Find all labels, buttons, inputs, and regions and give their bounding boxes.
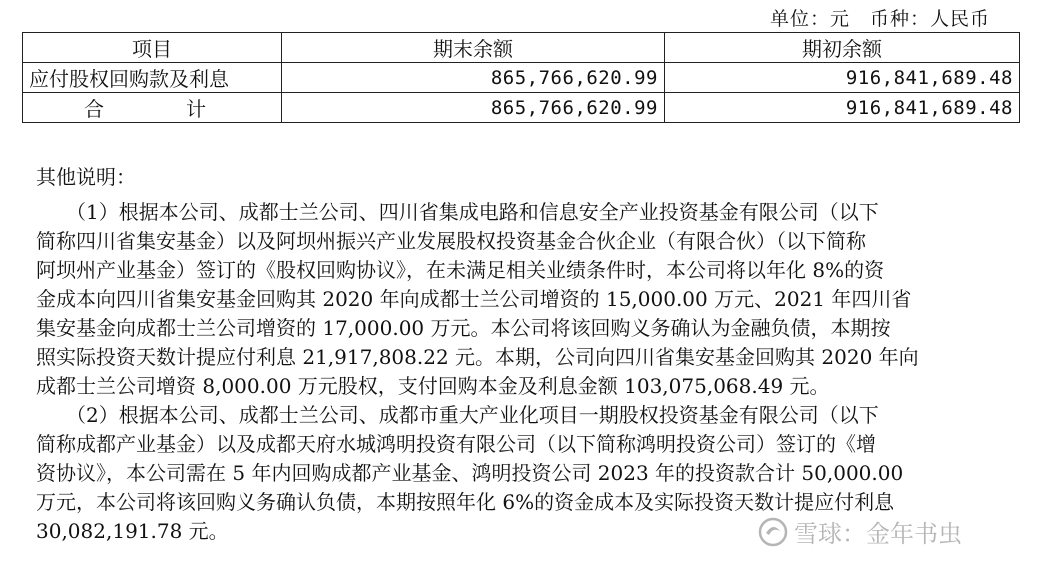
- row-end-balance: 865,766,620.99: [282, 63, 665, 93]
- balance-table: [22, 32, 1020, 123]
- column-header-item: 项目: [23, 33, 282, 63]
- snowball-logo-icon: [758, 517, 788, 547]
- total-end-balance: 865,766,620.99: [282, 93, 665, 123]
- unit-currency-line: 单位：元 币种：人民币: [770, 8, 991, 30]
- table-header-row: [23, 33, 1020, 63]
- notes-heading: 其他说明：: [36, 165, 136, 189]
- paragraph-line: 万元，本公司将该回购义务确认负债，本期按照年化 6%的资金成本及实际投资天数计提应付利息: [36, 490, 895, 514]
- paragraph-line: 成都士兰公司增资 8,000.00 万元股权，支付回购本金及利息金额 103,075,068.49 元。: [36, 374, 830, 398]
- paragraph-line: 阿坝州产业基金）签订的《股权回购协议》，在未满足相关业绩条件时，本公司将以年化 8%的资: [36, 258, 885, 282]
- other-notes: [36, 163, 1026, 546]
- column-header-begin-balance: 期初余额: [665, 33, 1020, 63]
- column-header-end-balance: 期末余额: [282, 33, 665, 63]
- row-item-label: 应付股权回购款及利息: [23, 63, 282, 93]
- total-label: 合 计: [23, 93, 282, 123]
- paragraph-line: 30,082,191.78 元。: [36, 519, 229, 543]
- row-begin-balance: 916,841,689.48: [665, 63, 1020, 93]
- total-begin-balance: 916,841,689.48: [665, 93, 1020, 123]
- watermark-text: 雪球：金年书虫: [794, 520, 962, 548]
- paragraph-line: （1）根据本公司、成都士兰公司、四川省集成电路和信息安全产业投资基金有限公司（以下: [66, 200, 879, 224]
- paragraph-line: （2）根据本公司、成都士兰公司、成都市重大产业化项目一期股权投资基金有限公司（以下: [66, 403, 879, 427]
- table-total-row: [23, 93, 1020, 123]
- paragraph-line: 金成本向四川省集安基金回购其 2020 年向成都士兰公司增资的 15,000.00 万元、2021 年四川省: [36, 287, 912, 311]
- note-paragraph-1: [36, 198, 1026, 401]
- watermark: [758, 514, 962, 549]
- paragraph-line: 集安基金向成都士兰公司增资的 17,000.00 万元。本公司将该回购义务确认为金融负债，本期按: [36, 316, 891, 340]
- paragraph-line: 资协议》，本公司需在 5 年内回购成都产业基金、鸿明投资公司 2023 年的投资款合计 50,000.00: [36, 461, 904, 485]
- paragraph-line: 照实际投资天数计提应付利息 21,917,808.22 元。本期，公司向四川省集安基金回购其 2020 年向: [36, 345, 919, 369]
- paragraph-line: 简称四川省集安基金）以及阿坝州振兴产业发展股权投资基金合伙企业（有限合伙）（以下简称: [36, 229, 866, 253]
- paragraph-line: 简称成都产业基金）以及成都天府水城鸿明投资有限公司（以下简称鸿明投资公司）签订的《增: [36, 432, 876, 456]
- table-row: [23, 63, 1020, 93]
